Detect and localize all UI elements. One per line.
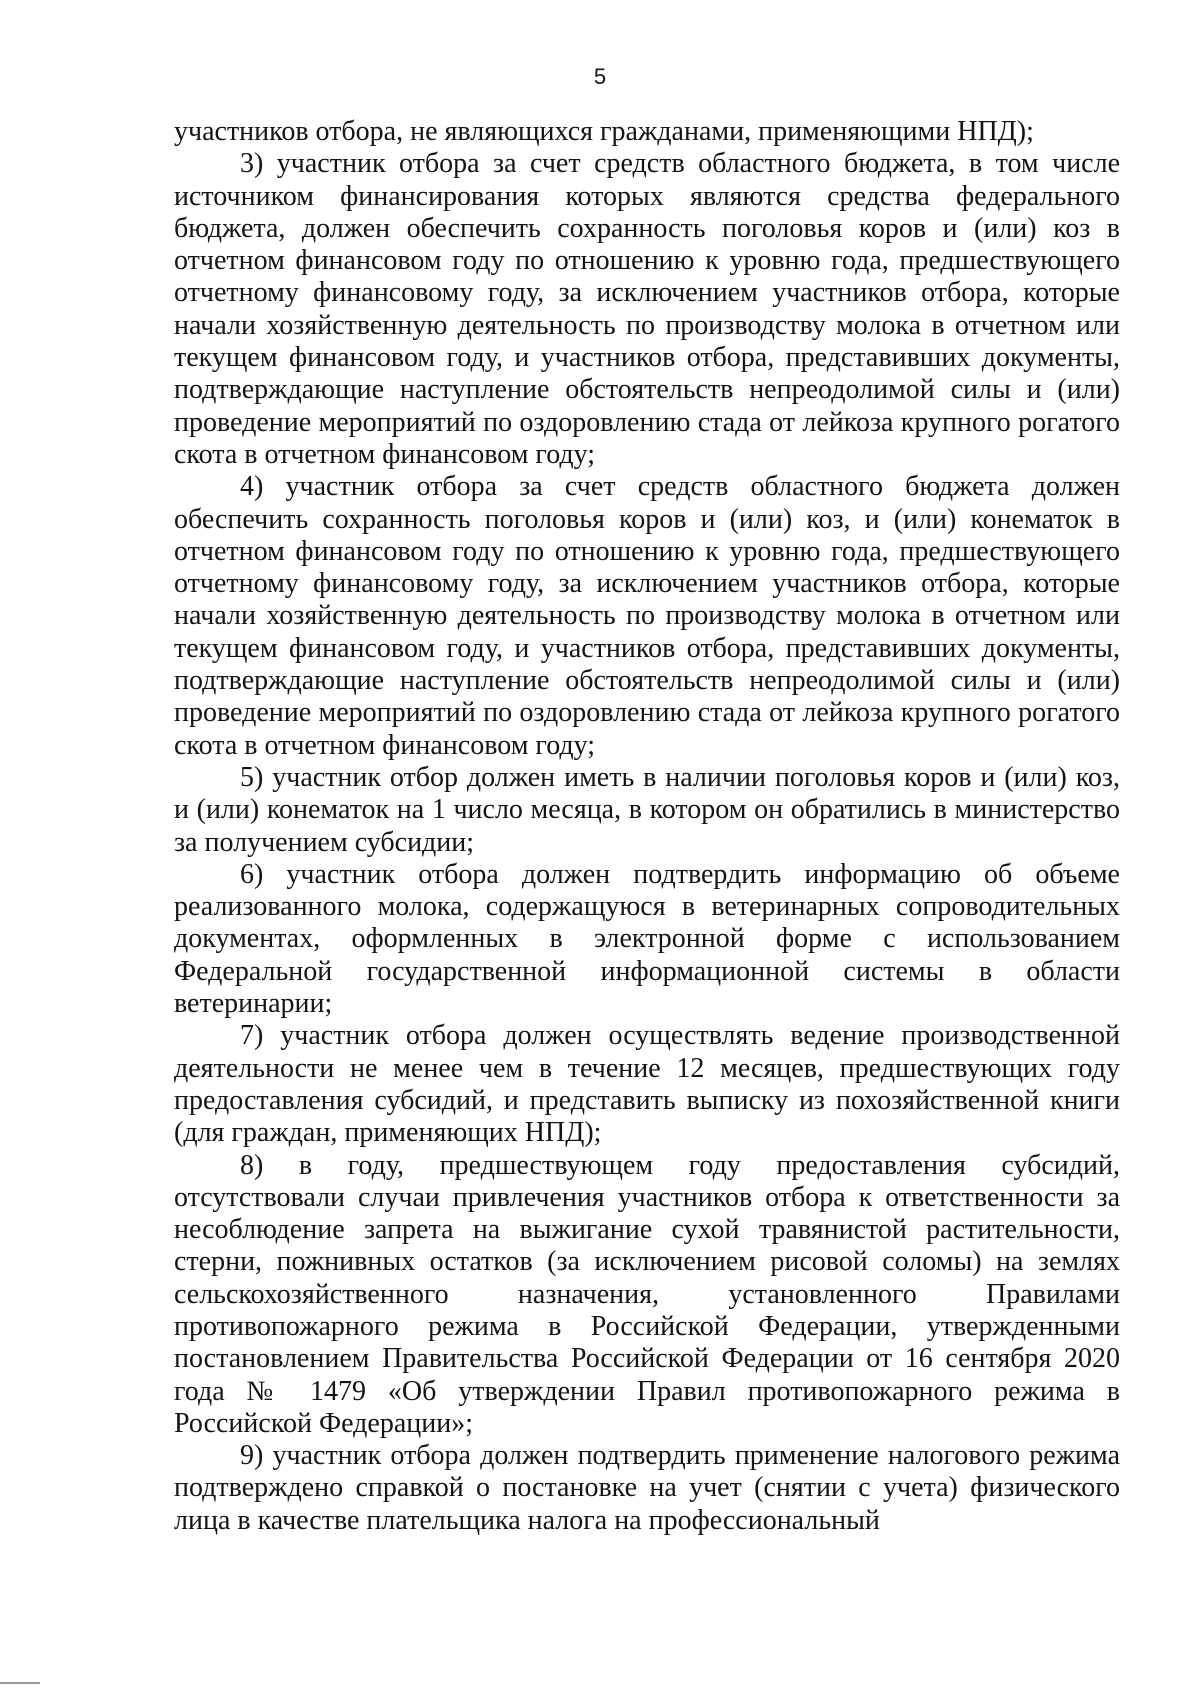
document-body [174, 116, 1120, 1537]
paragraph-item-7: 7) участник отбора должен осуществлять ведение производственной деятельности не менее чем в течение 12 месяцев, предшествующих году предоставления субсидий, и представить выписку из похозяйственной книги (для граждан, применяющих НПД); [174, 1020, 1120, 1149]
scan-edge-mark [0, 1682, 40, 1684]
paragraph-item-8: 8) в году, предшествующем году предоставления субсидий, отсутствовали случаи привлечения участников отбора к ответственности за несоблюдение запрета на выжигание сухой травянистой растительности, стерни, пожнивных остатков (за исключением рисовой соломы) на землях сельскохозяйственного назначения, установленного Правилами противопожарного режима в Российской Федерации, утвержденными постановлением Правительства Российской Федерации от 16 сентября 2020 года № 1479 «Об утверждении Правил противопожарного режима в Российской Федерации»; [174, 1149, 1120, 1439]
paragraph-item-3: 3) участник отбора за счет средств областного бюджета, в том числе источником финансирования которых являются средства федерального бюджета, должен обеспечить сохранность поголовья коров и (или) коз в отчетном финансовом году по отношению к уровню года, предшествующего отчетному финансовому году, за исключением участников отбора, которые начали хозяйственную деятельность по производству молока в отчетном или текущем финансовом году, и участников отбора, представивших документы, подтверждающие наступление обстоятельств непреодолимой силы и (или) проведение мероприятий по оздоровлению стада от лейкоза крупного рогатого скота в отчетном финансовом году; [174, 148, 1120, 470]
paragraph-item-5: 5) участник отбор должен иметь в наличии поголовья коров и (или) коз, и (или) конематок на 1 число месяца, в котором он обратились в министерство за получением субсидии; [174, 761, 1120, 858]
paragraph-continuation: участников отбора, не являющихся гражданами, применяющими НПД); [174, 116, 1034, 147]
paragraph-item-6: 6) участник отбора должен подтвердить информацию об объеме реализованного молока, содержащуюся в ветеринарных сопроводительных документах, оформленных в электронной форме с использованием Федеральной государственной информационной системы в области ветеринарии; [174, 858, 1120, 1020]
page-number: 5 [593, 64, 607, 89]
paragraph-item-9: 9) участник отбора должен подтвердить применение налогового режима подтверждено справкой о постановке на учет (снятии с учета) физического лица в качестве плательщика налога на профессиональный [174, 1440, 1120, 1536]
paragraph-item-4: 4) участник отбора за счет средств областного бюджета должен обеспечить сохранность поголовья коров и (или) коз, и (или) конематок в отчетном финансовом году по отношению к уровню года, предшествующего отчетному финансовому году, за исключением участников отбора, которые начали хозяйственную деятельность по производству молока в отчетном или текущем финансовом году, и участников отбора, представивших документы, подтверждающие наступление обстоятельств непреодолимой силы и (или) проведение мероприятий по оздоровлению стада от лейкоза крупного рогатого скота в отчетном финансовом году; [174, 471, 1120, 761]
